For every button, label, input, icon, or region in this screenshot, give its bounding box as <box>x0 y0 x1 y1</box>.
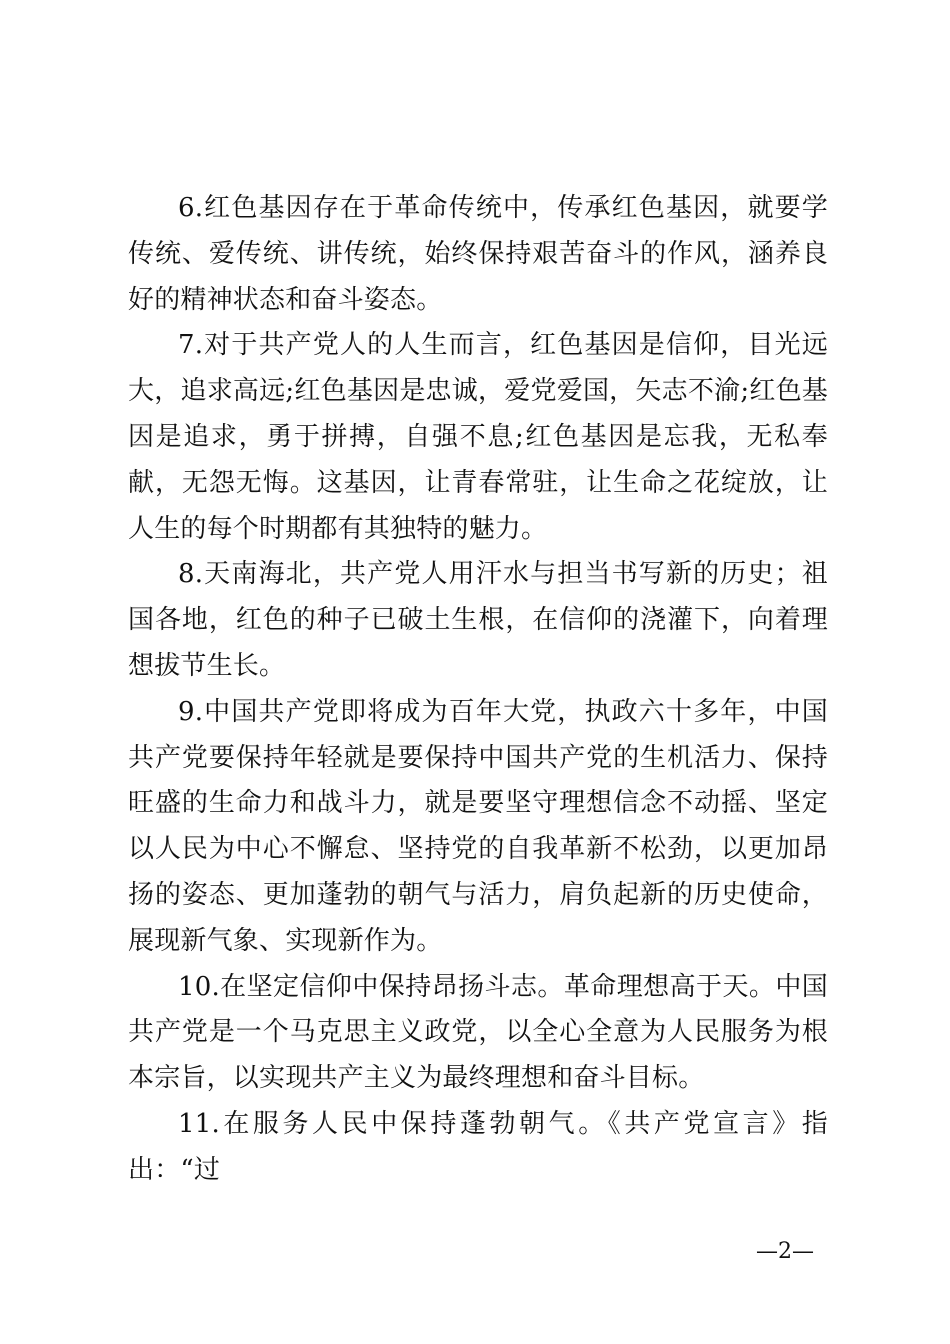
paragraph-7: 7.对于共产党人的人生而言，红色基因是信仰，目光远大，追求高远;红色基因是忠诚，爱党爱国，矢志不渝;红色基因是追求，勇于拼搏，自强不息;红色基因是忘我，无私奉献，无怨无悔。这基因，让青春常驻，让生命之花绽放，让人生的每个时期都有其独特的魅力。 <box>128 330 828 544</box>
document-body <box>128 186 828 1194</box>
paragraph-6: 6.红色基因存在于革命传统中，传承红色基因，就要学传统、爱传统、讲传统，始终保持艰苦奋斗的作风，涵养良好的精神状态和奋斗姿态。 <box>128 193 828 315</box>
paragraph-9: 9.中国共产党即将成为百年大党，执政六十多年，中国共产党要保持年轻就是要保持中国共产党的生机活力、保持旺盛的生命力和战斗力，就是要坚守理想信念不动摇、坚定以人民为中心不懈怠、坚持党的自我革新不松劲，以更加昂扬的姿态、更加蓬勃的朝气与活力，肩负起新的历史使命，展现新气象、实现新作为。 <box>128 696 828 956</box>
paragraph-8: 8.天南海北，共产党人用汗水与担当书写新的历史；祖国各地，红色的种子已破土生根，在信仰的浇灌下，向着理想拔节生长。 <box>128 559 828 681</box>
paragraph-10: 10.在坚定信仰中保持昂扬斗志。革命理想高于天。中国共产党是一个马克思主义政党，以全心全意为人民服务为根本宗旨，以实现共产主义为最终理想和奋斗目标。 <box>128 971 828 1094</box>
page-number: —2— <box>756 1239 814 1264</box>
paragraph-11: 11.在服务人民中保持蓬勃朝气。《共产党宣言》指出：“过 <box>128 1108 828 1185</box>
